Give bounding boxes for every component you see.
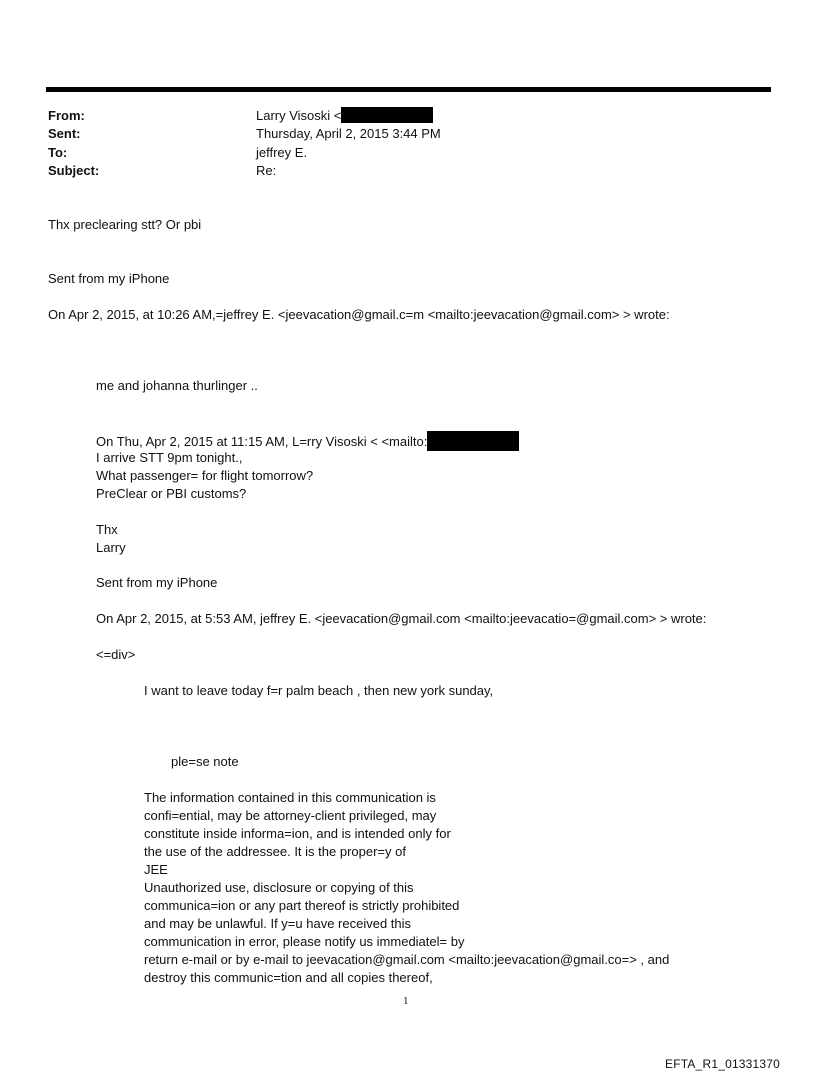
disclaimer-line: communication in error, please notify us immediatel= by: [144, 934, 465, 949]
quote-header-2: [96, 431, 519, 451]
quote-header-3: On Apr 2, 2015, at 5:53 AM, jeffrey E. <jeevacation@gmail.com <mailto:jeevacatio=@gmail.com> > wrote:: [96, 611, 707, 626]
body-line-1: Thx preclearing stt? Or pbi: [48, 217, 202, 232]
disclaimer-line: the use of the addressee. It is the proper=y of: [144, 844, 406, 859]
quote-2-line: What passenger= for flight tomorrow?: [96, 468, 314, 483]
signature-line: Sent from my iPhone: [48, 271, 170, 286]
redaction-box: [427, 431, 519, 451]
subject-label: Subject:: [48, 163, 100, 178]
disclaimer-line: and may be unlawful. If y=u have received this: [144, 916, 412, 931]
from-label: From:: [48, 108, 85, 123]
from-name: Larry Visoski <: [256, 108, 342, 123]
page-number: 1: [403, 995, 409, 1007]
reply-line: me and johanna thurlinger ..: [96, 378, 258, 393]
signature-line: Sent from my iPhone: [96, 575, 218, 590]
name-line: Larry: [96, 540, 126, 555]
header-rule: [46, 87, 771, 92]
disclaimer-line: Unauthorized use, disclosure or copying of this: [144, 880, 414, 895]
document-id: EFTA_R1_01331370: [665, 1057, 781, 1071]
disclaimer-line: constitute inside informa=ion, and is intended only for: [144, 826, 451, 841]
quote-2-line: PreClear or PBI customs?: [96, 486, 247, 501]
to-value: jeffrey E.: [256, 145, 308, 160]
quote-2-body: [96, 449, 313, 503]
disclaimer-block: [144, 789, 669, 987]
thanks-line: Thx: [96, 522, 118, 537]
disclaimer-line: return e-mail or by e-mail to jeevacation@gmail.com <mailto:jeevacation@gmail.co=> , and: [144, 952, 670, 967]
disclaimer-line: confi=ential, may be attorney-client privileged, may: [144, 808, 437, 823]
sent-value: Thursday, April 2, 2015 3:44 PM: [256, 126, 441, 141]
to-label: To:: [48, 145, 68, 160]
disclaimer-line: communica=ion or any part thereof is strictly prohibited: [144, 898, 460, 913]
div-tag-line: <=div>: [96, 647, 136, 662]
subject-value: Re:: [256, 163, 277, 178]
disclaimer-line: destroy this communic=tion and all copies thereof,: [144, 970, 433, 985]
redaction-box: [341, 107, 433, 123]
quote-2-line: I arrive STT 9pm tonight.,: [96, 450, 243, 465]
please-note-line: ple=se note: [171, 754, 239, 769]
disclaimer-line: JEE: [144, 862, 168, 877]
quote-header-2-text: On Thu, Apr 2, 2015 at 11:15 AM, L=rry Visoski < <mailto:: [96, 434, 428, 449]
from-value: [256, 107, 433, 125]
leave-line: I want to leave today f=r palm beach , then new york sunday,: [144, 683, 494, 698]
quote-header-1: On Apr 2, 2015, at 10:26 AM,=jeffrey E. <jeevacation@gmail.c=m <mailto:jeevacation@gmail.com> > wrote:: [48, 307, 670, 322]
sent-label: Sent:: [48, 126, 81, 141]
disclaimer-line: The information contained in this communication is: [144, 790, 436, 805]
